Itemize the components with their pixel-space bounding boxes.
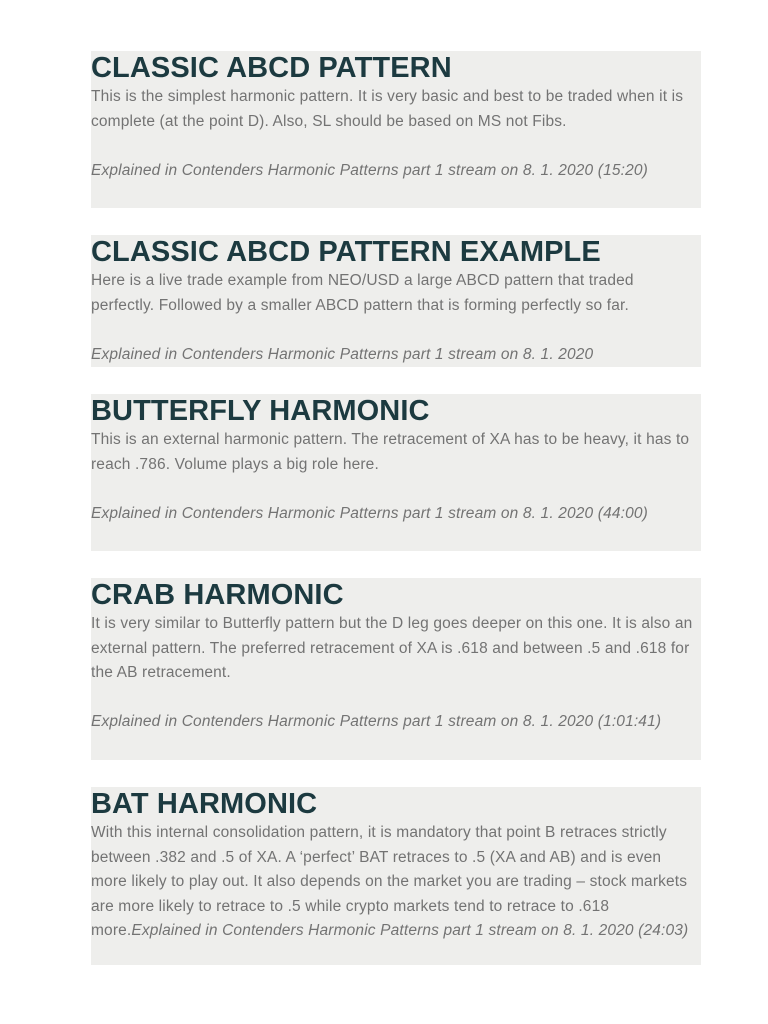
- section-title: BUTTERFLY HARMONIC: [91, 395, 430, 427]
- section-body: Here is a live trade example from NEO/USD a large ABCD pattern that traded perfectly. Followed by a smaller ABCD pattern that is forming perfectly so far.: [91, 272, 634, 314]
- paragraph-gap: [91, 477, 701, 502]
- section-classic-abcd-example: [91, 235, 701, 367]
- stream-reference: Explained in Contenders Harmonic Patterns part 1 stream on 8. 1. 2020 (44:00): [91, 504, 648, 522]
- section-title: CRAB HARMONIC: [91, 579, 344, 611]
- section-body: This is the simplest harmonic pattern. It is very basic and best to be traded when it is complete (at the point D). Also, SL should be based on MS not Fibs.: [91, 88, 684, 130]
- section-body-text: With this internal consolidation pattern, it is mandatory that point B retraces strictly between .382 and .5 of XA. A ‘perfect’ BAT retraces to .5 (XA and AB) and is even more likely to play out. It also depends on the market you are trading – stock markets are more likely to retrace to .5 while crypto markets tend to retrace to .618 more.: [91, 824, 688, 940]
- paragraph-gap: [91, 134, 701, 159]
- section-classic-abcd: [91, 51, 701, 208]
- stream-reference: Explained in Contenders Harmonic Patterns part 1 stream on 8. 1. 2020 (15:20): [91, 161, 648, 179]
- section-title: CLASSIC ABCD PATTERN: [91, 52, 452, 84]
- section-butterfly-harmonic: [91, 394, 701, 551]
- section-note: [91, 343, 701, 368]
- paragraph-gap: [91, 318, 701, 343]
- section-body: This is an external harmonic pattern. The retracement of XA has to be heavy, it has to reach .786. Volume plays a big role here.: [91, 431, 690, 473]
- section-note: [91, 159, 701, 184]
- stream-reference: Explained in Contenders Harmonic Patterns part 1 stream on 8. 1. 2020 (1:01:41): [91, 713, 662, 731]
- section-body: It is very similar to Butterfly pattern but the D leg goes deeper on this one. It is also an external pattern. The preferred retracement of XA is .618 and between .5 and .618 for the AB retracement.: [91, 615, 693, 682]
- section-note: [91, 710, 701, 735]
- section-title: CLASSIC ABCD PATTERN EXAMPLE: [91, 236, 601, 268]
- section-crab-harmonic: [91, 578, 701, 760]
- section-body: [91, 821, 701, 944]
- stream-reference: Explained in Contenders Harmonic Patterns part 1 stream on 8. 1. 2020 (24:03): [131, 922, 689, 940]
- section-bat-harmonic: [91, 787, 701, 965]
- stream-reference: Explained in Contenders Harmonic Patterns part 1 stream on 8. 1. 2020: [91, 345, 594, 363]
- section-note: [91, 502, 701, 527]
- section-title: BAT HARMONIC: [91, 788, 318, 820]
- paragraph-gap: [91, 686, 701, 711]
